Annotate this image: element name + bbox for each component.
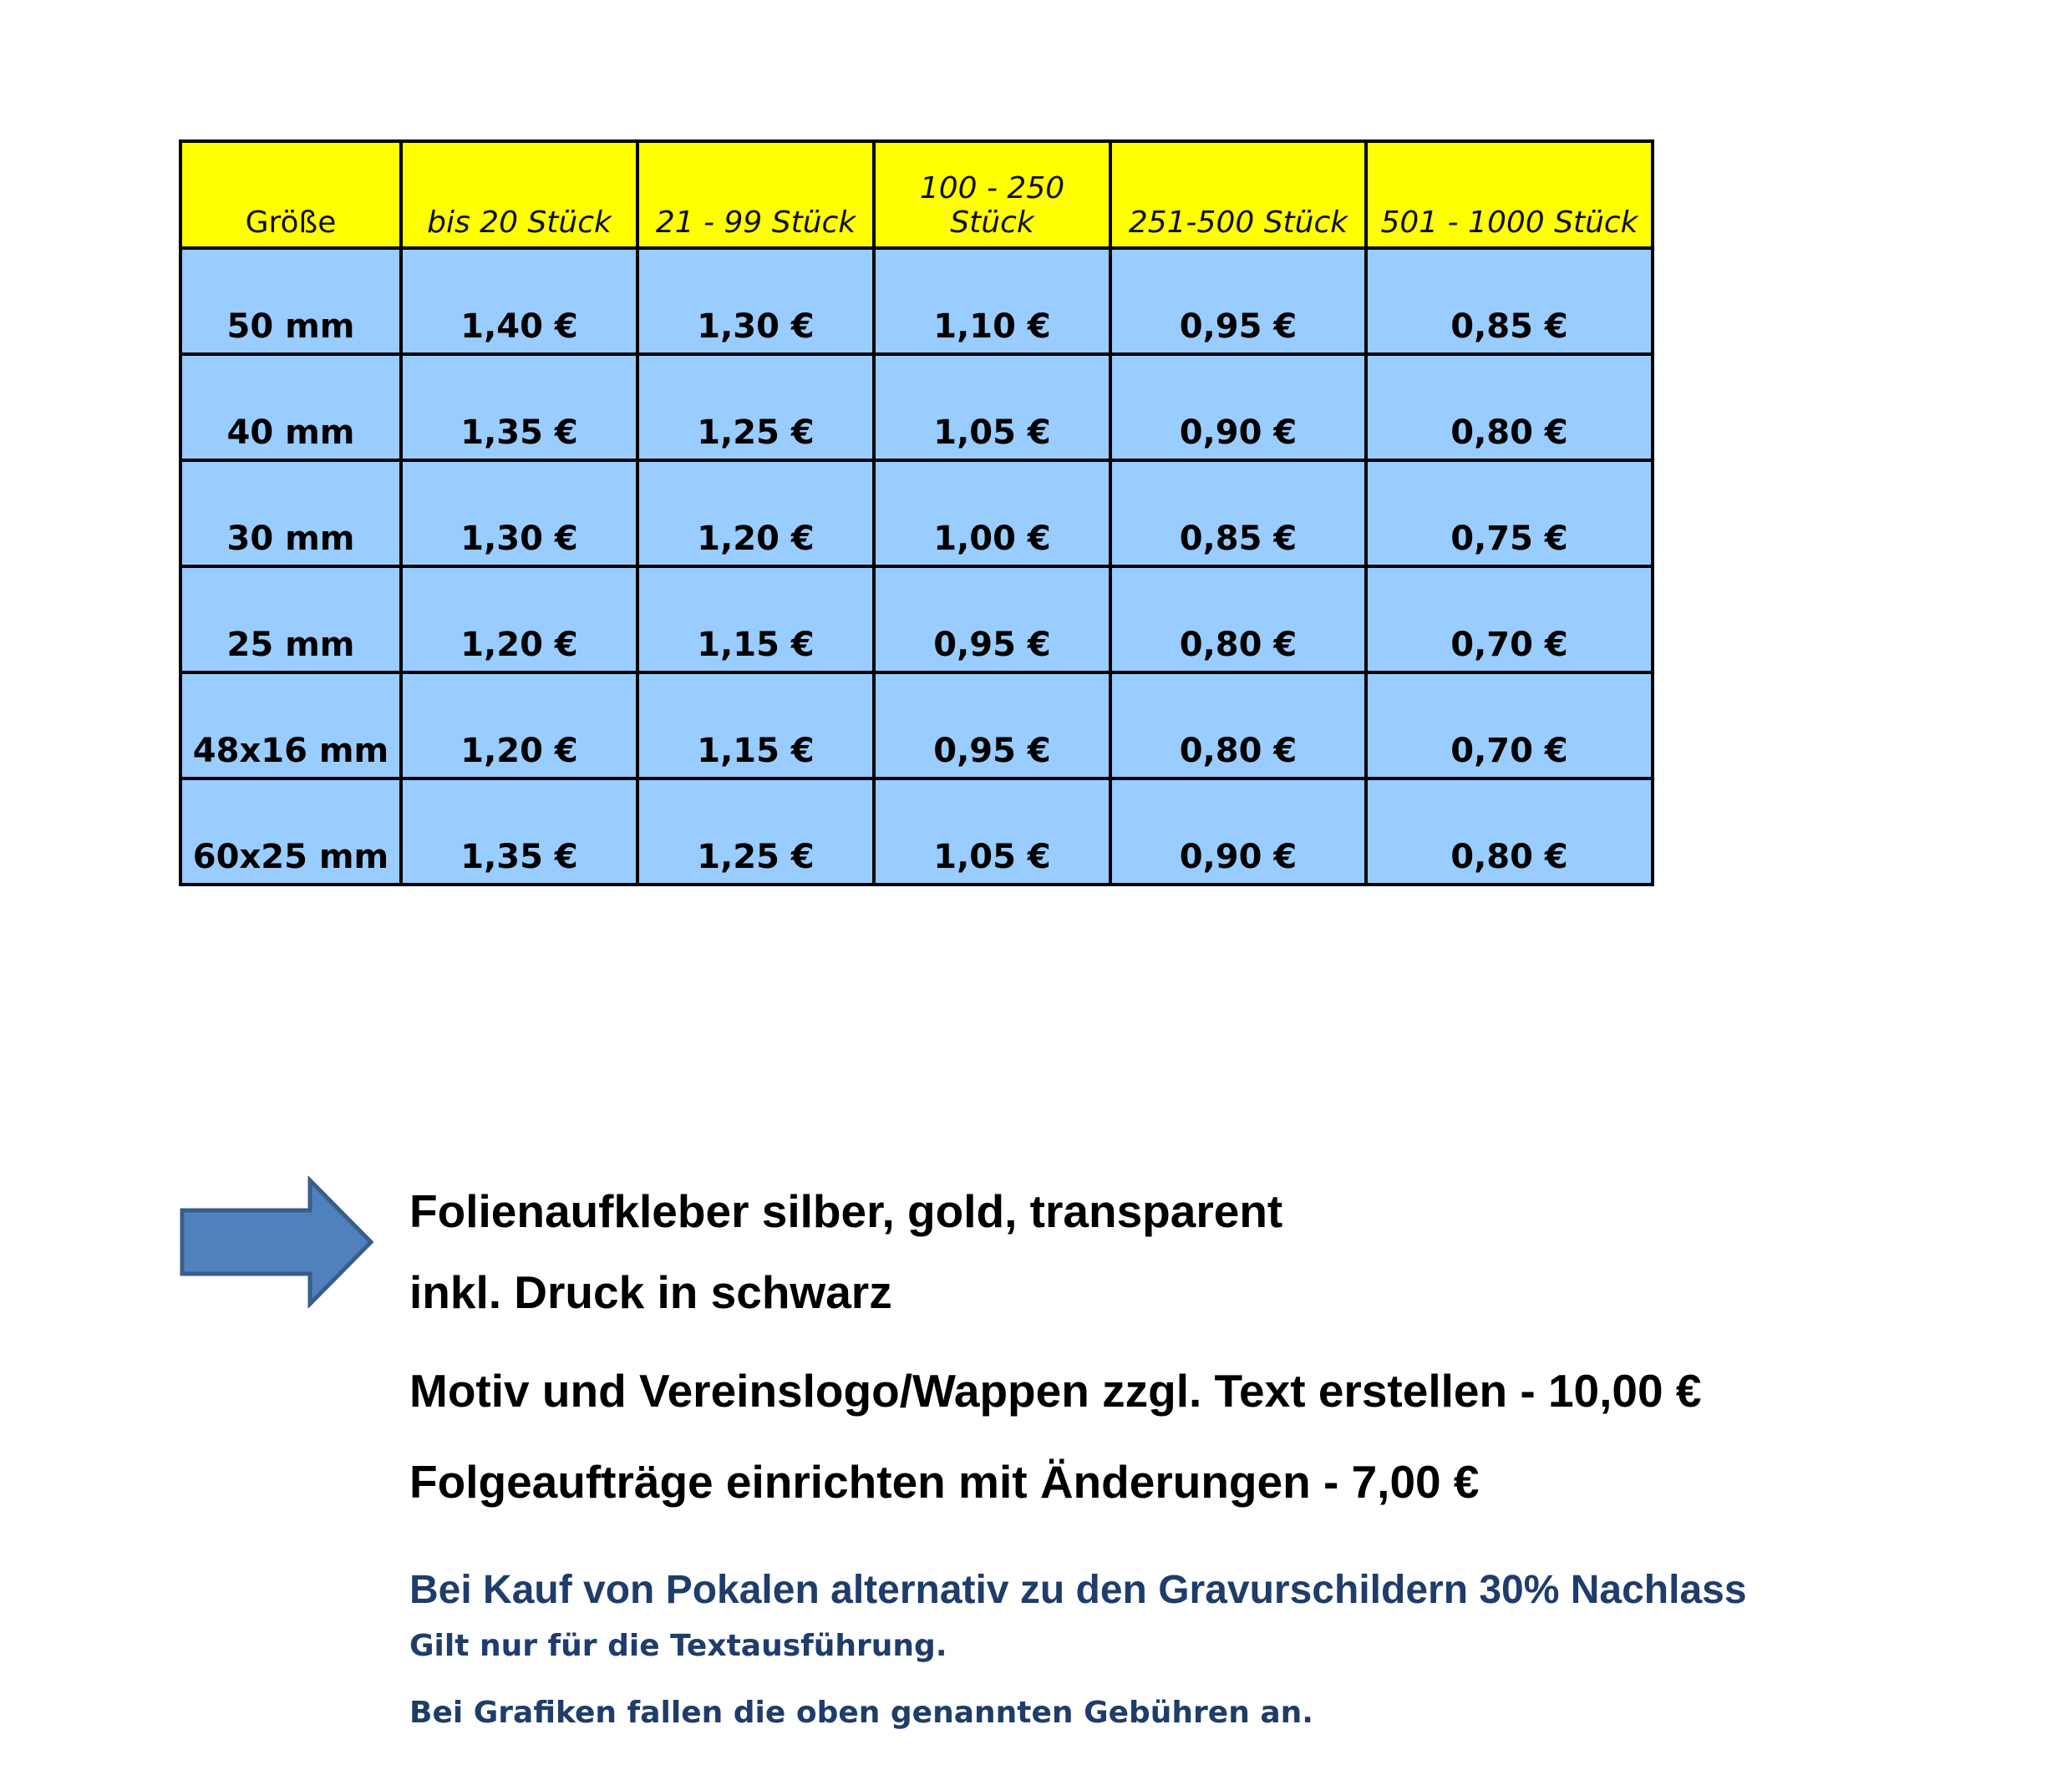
price-cell: 0,90 € (1110, 354, 1366, 460)
note-graphics: Bei Grafiken fallen die oben genannten Gebühren an. (409, 1696, 1313, 1730)
header-size: Größe (180, 141, 401, 248)
price-cell: 1,20 € (637, 460, 874, 566)
price-cell: 1,30 € (637, 248, 874, 354)
price-cell: 1,40 € (401, 248, 637, 354)
price-cell: 1,00 € (874, 460, 1110, 566)
size-cell: 40 mm (180, 354, 401, 460)
table-row (180, 354, 1653, 460)
right-arrow-icon (179, 1176, 376, 1308)
price-cell: 0,85 € (1110, 460, 1366, 566)
price-cell: 0,95 € (874, 566, 1110, 672)
price-cell: 1,15 € (637, 566, 874, 672)
table-header-row (180, 141, 1653, 248)
price-cell: 1,25 € (637, 354, 874, 460)
price-cell: 0,75 € (1366, 460, 1653, 566)
size-cell: 30 mm (180, 460, 401, 566)
price-cell: 1,05 € (874, 778, 1110, 885)
size-cell: 25 mm (180, 566, 401, 672)
header-qty-501-1000: 501 - 1000 Stück (1366, 141, 1653, 248)
size-cell: 50 mm (180, 248, 401, 354)
price-cell: 0,85 € (1366, 248, 1653, 354)
price-table (179, 139, 1654, 886)
info-foil-types: Folienaufkleber silber, gold, transparent (409, 1185, 1283, 1237)
price-cell: 0,90 € (1110, 778, 1366, 885)
header-qty-100-250: 100 - 250 Stück (874, 141, 1110, 248)
price-cell: 1,20 € (401, 566, 637, 672)
table-row (180, 778, 1653, 885)
price-cell: 0,70 € (1366, 566, 1653, 672)
size-cell: 60x25 mm (180, 778, 401, 885)
price-cell: 1,30 € (401, 460, 637, 566)
price-cell: 0,80 € (1110, 672, 1366, 778)
table-row (180, 248, 1653, 354)
price-cell: 0,95 € (874, 672, 1110, 778)
note-discount: Bei Kauf von Pokalen alternativ zu den Gravurschildern 30% Nachlass (409, 1568, 1747, 1612)
header-qty-21-99: 21 - 99 Stück (637, 141, 874, 248)
table-row (180, 566, 1653, 672)
price-cell: 1,15 € (637, 672, 874, 778)
info-motif-fee: Motiv und Vereinslogo/Wappen zzgl. Text erstellen - 10,00 € (409, 1365, 1702, 1417)
price-cell: 1,25 € (637, 778, 874, 885)
price-cell: 1,35 € (401, 778, 637, 885)
right-arrow-shape (182, 1180, 371, 1304)
size-cell: 48x16 mm (180, 672, 401, 778)
price-cell: 0,95 € (1110, 248, 1366, 354)
header-qty-251-500: 251-500 Stück (1110, 141, 1366, 248)
info-followup-fee: Folgeaufträge einrichten mit Änderungen - 7,00 € (409, 1456, 1480, 1508)
price-cell: 0,80 € (1110, 566, 1366, 672)
info-print-black: inkl. Druck in schwarz (409, 1266, 892, 1318)
price-cell: 0,80 € (1366, 778, 1653, 885)
note-text-only: Gilt nur für die Textausführung. (409, 1629, 947, 1663)
price-cell: 1,20 € (401, 672, 637, 778)
table-row (180, 672, 1653, 778)
table-row (180, 460, 1653, 566)
price-cell: 1,05 € (874, 354, 1110, 460)
price-cell: 1,10 € (874, 248, 1110, 354)
price-cell: 0,80 € (1366, 354, 1653, 460)
header-qty-1-20: bis 20 Stück (401, 141, 637, 248)
price-cell: 0,70 € (1366, 672, 1653, 778)
price-cell: 1,35 € (401, 354, 637, 460)
